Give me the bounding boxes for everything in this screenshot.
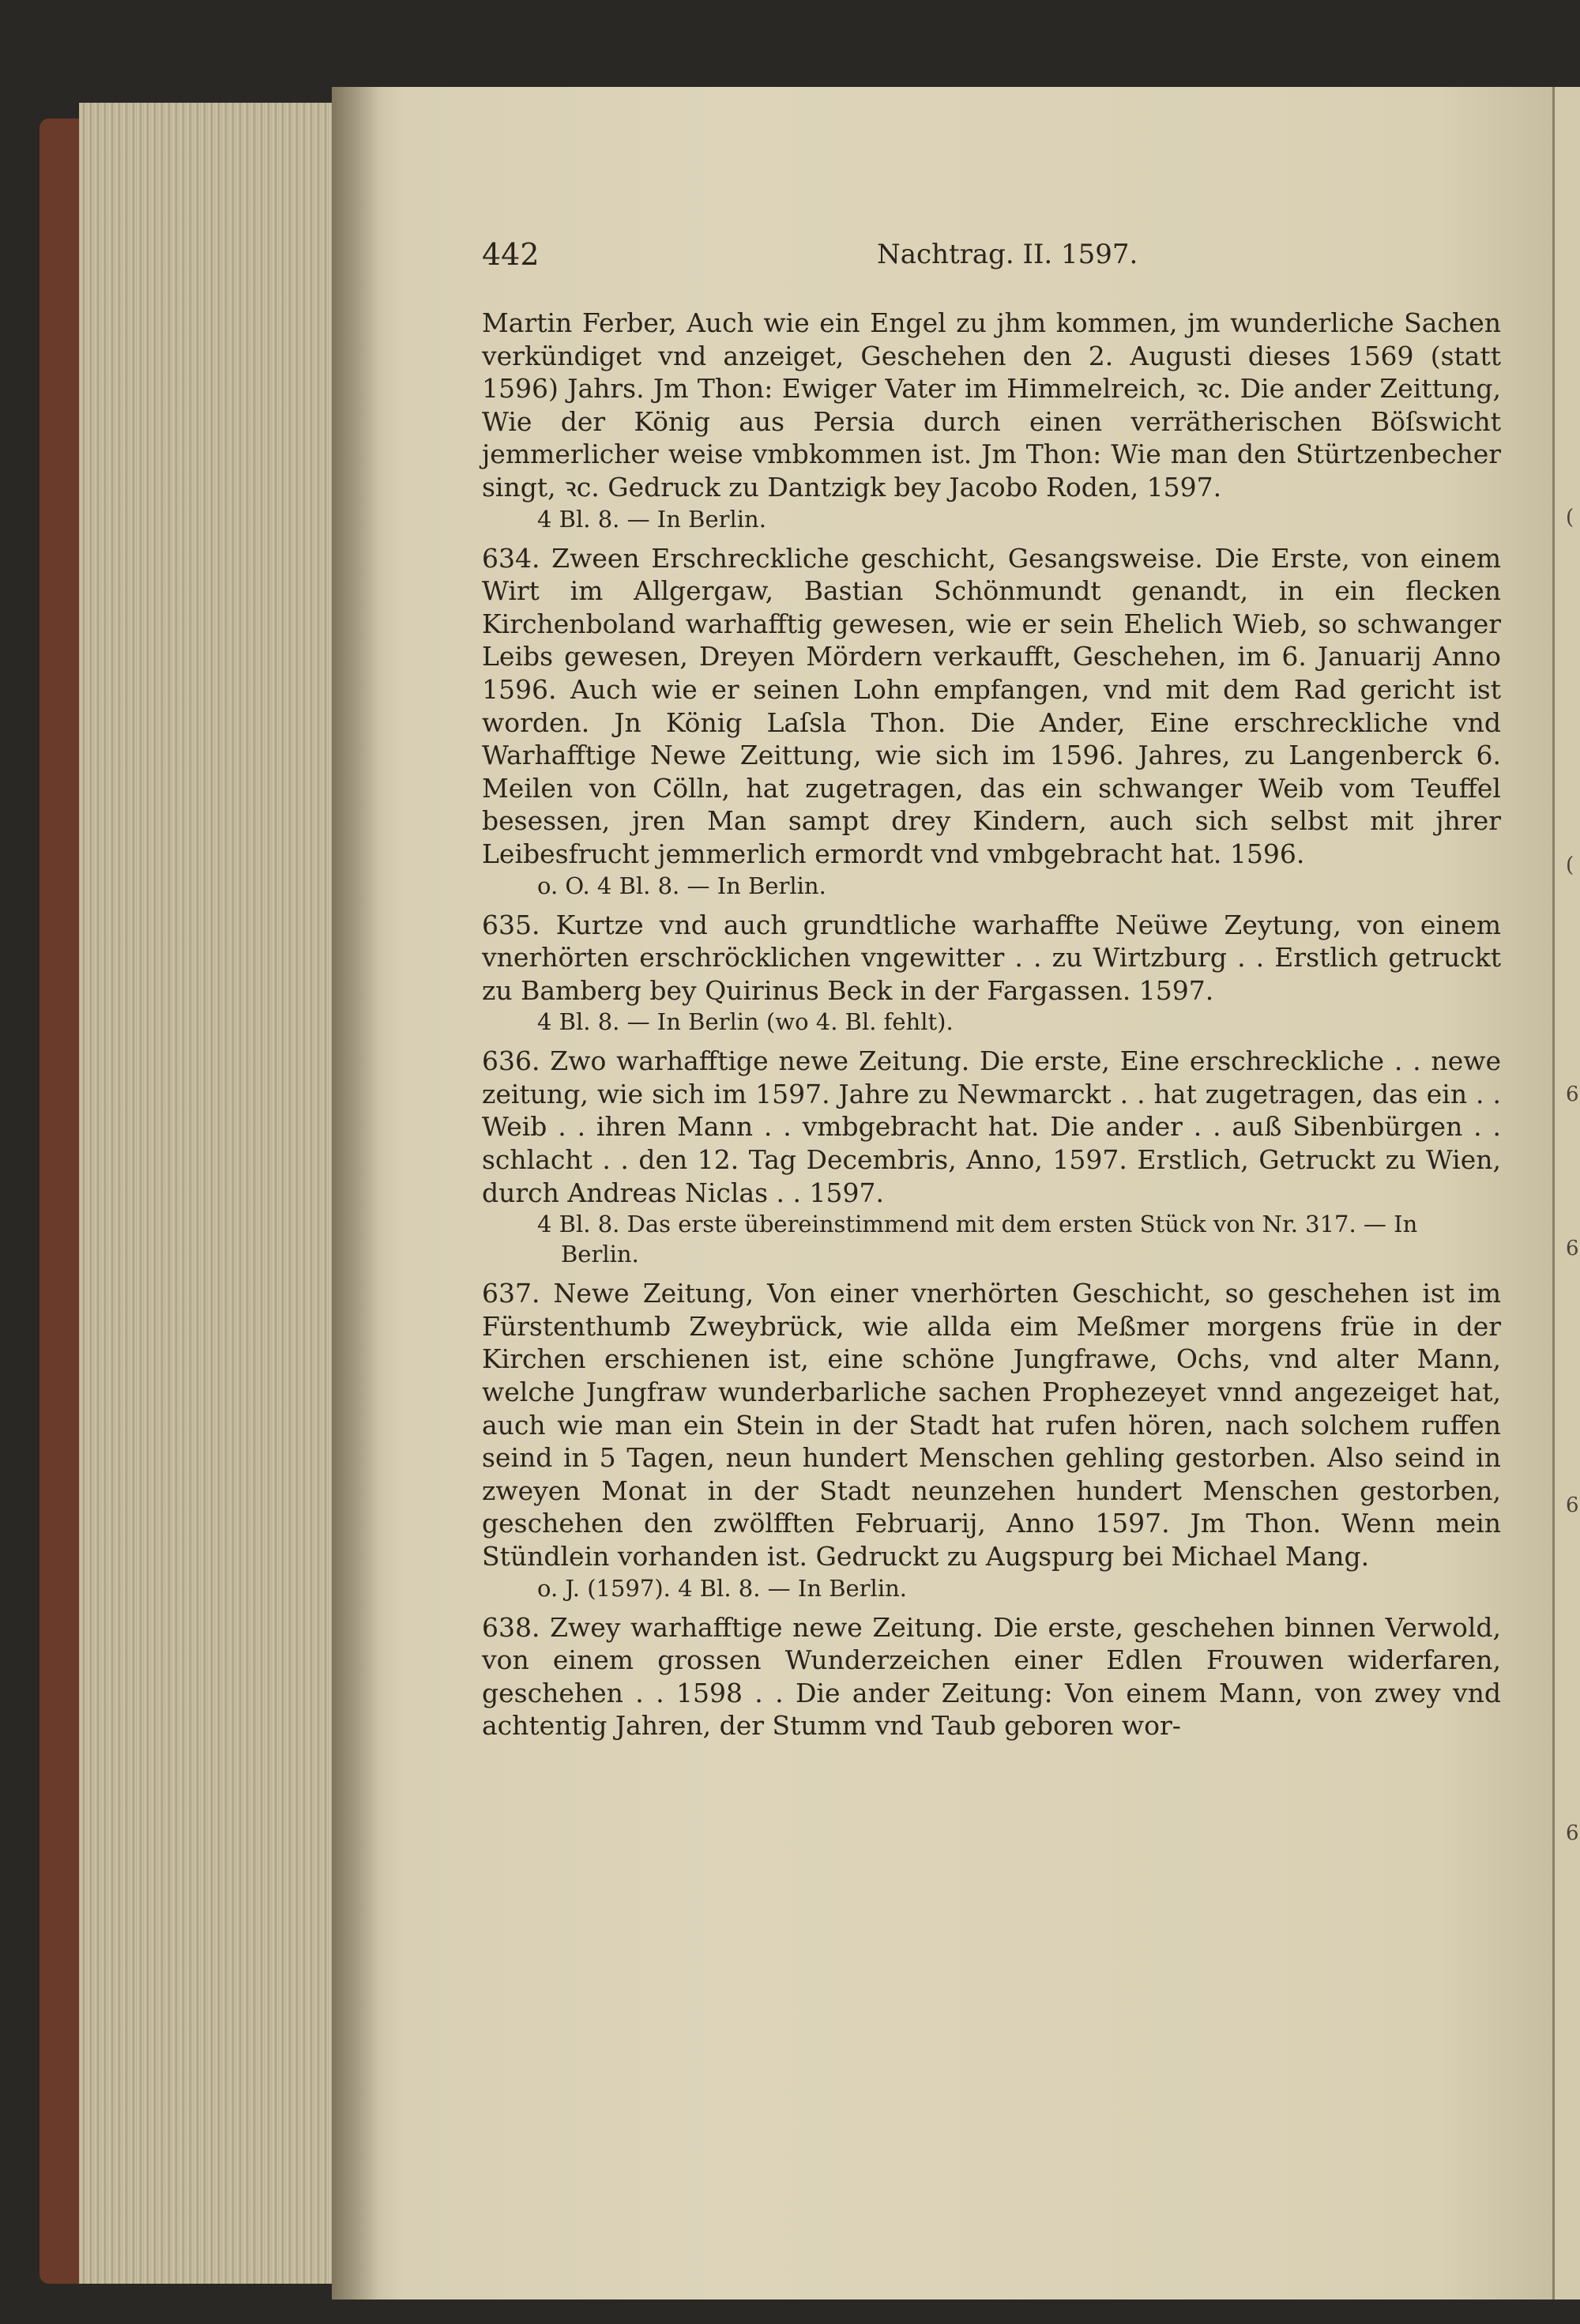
margin-mark: 6	[1566, 1493, 1579, 1517]
entry-635	[482, 909, 1501, 1038]
continuation-cite: 4 Bl. 8. — In Berlin.	[537, 505, 766, 533]
page-header	[482, 237, 1501, 284]
entry-number: 635.	[482, 909, 540, 940]
entry-number: 636.	[482, 1045, 540, 1077]
entry-cite: o. O. 4 Bl. 8. — In Berlin.	[537, 872, 826, 899]
entry-number: 638.	[482, 1611, 540, 1643]
entry-636	[482, 1045, 1501, 1269]
page-number: 442	[482, 237, 540, 272]
entry-text: Zwey warhafftige newe Zeitung. Die erste, geschehen binnen Verwold, von einem grossen Wunderzeichen einer Edlen Frouwen widerfaren, geschehen . . 1598 . . Die ander Zeitung: Von einem Mann, von zwey vnd achtentig Jahren, der Stumm vnd Taub geboren wor-	[482, 1611, 1501, 1742]
entry-637	[482, 1277, 1501, 1603]
entry-text: Zween Erschreckliche geschicht, Gesangsweise. Die Erste, von einem Wirt im Allgergaw, Bastian Schönmundt genandt, in ein flecken Kirchenboland warhafftig gewesen, wie er sein Ehelich Wieb, so schwanger Leibs gewesen, Dreyen Mördern verkaufft, Geschehen, im 6. Januarij Anno 1596. Auch wie er seinen Lohn empfangen, vnd mit dem Rad gericht ist worden. Jn König Laſsla Thon. Die Ander, Eine erschreckliche vnd Warhafftige Newe Zeittung, wie sich im 1596. Jahres, zu Langenberck 6. Meilen von Cölln, hat zugetragen, das ein schwanger Weib vom Teuffel besessen, jren Man sampt drey Kindern, auch sich selbst mit jhrer Leibesfrucht jemmerlich ermordt vnd vmbgebracht hat. 1596.	[482, 542, 1501, 869]
margin-mark: (	[1566, 506, 1574, 529]
text-column	[482, 237, 1501, 1742]
entry-cite: o. J. (1597). 4 Bl. 8. — In Berlin.	[537, 1574, 907, 1602]
entry-634	[482, 542, 1501, 901]
margin-mark: 6	[1566, 1821, 1579, 1845]
entry-cite: 4 Bl. 8. Das erste übereinstimmend mit dem ersten Stück von Nr. 317. — In Berlin.	[537, 1211, 1418, 1268]
margin-mark: (	[1566, 853, 1574, 877]
gutter-shadow	[332, 87, 379, 2300]
entry-text: Zwo warhafftige newe Zeitung. Die erste, Eine erschreckliche . . newe zeitung, wie sich im 1597. Jahre zu Newmarckt . . hat zugetragen, das ein . . Weib . . ihren Mann . . vmbgebracht hat. Die ander . . auß Sibenbürgen . . schlacht . . den 12. Tag Decembris, Anno, 1597. Erstlich, Getruckt zu Wien, durch Andreas Niclas . . 1597.	[482, 1045, 1501, 1208]
entry-638	[482, 1611, 1501, 1742]
entry-number: 634.	[482, 542, 540, 574]
entry-number: 637.	[482, 1278, 540, 1309]
running-title: Nachtrag. II. 1597.	[877, 239, 1138, 270]
facing-page-edge	[1552, 87, 1580, 2300]
continuation-text: Martin Ferber, Auch wie ein Engel zu jhm kommen, jm wunderliche Sachen verkündiget vnd anzeiget, Geschehen den 2. Augusti dieses 1569 (statt 1596) Jahrs. Jm Thon: Ewiger Vater im Himmelreich, ꝛc. Die ander Zeittung, Wie der König aus Persia durch einen verrätherischen Böſswicht jemmerlicher weise vmbkommen ist. Jm Thon: Wie man den Stürtzenbecher singt, ꝛc. Gedruck zu Dantzigk bey Jacobo Roden, 1597.	[482, 307, 1501, 503]
page-stack-edge	[79, 103, 340, 2284]
entry-text: Newe Zeitung, Von einer vnerhörten Geschicht, so geschehen ist im Fürstenthumb Zweybrück, wie allda eim Meßmer morgens früe in der Kirchen erschienen ist, eine schöne Jungfrawe, Ochs, vnd alter Mann, welche Jungfraw wunderbarliche sachen Prophezeyet vnnd angezeiget hat, auch wie man ein Stein in der Stadt hat rufen hören, nach solchem ruffen seind in 5 Tagen, neun hundert Menschen gehling gestorben. Also seind in zweyen Monat in der Stadt neunzehen hundert Menschen gestorben, geschehen den zwölfften Februarij, Anno 1597. Jm Thon. Wenn mein Stündlein vorhanden ist. Gedruckt zu Augspurg bei Michael Mang.	[482, 1278, 1501, 1572]
entry-text: Kurtze vnd auch grundtliche warhaffte Neüwe Zeytung, von einem vnerhörten erschröcklichen vngewitter . . zu Wirtzburg . . Erstlich getruckt zu Bamberg bey Quirinus Beck in der Fargassen. 1597.	[482, 909, 1501, 1006]
margin-mark: 6	[1566, 1083, 1579, 1106]
margin-mark: 6	[1566, 1237, 1579, 1260]
entry-cite: 4 Bl. 8. — In Berlin (wo 4. Bl. fehlt).	[537, 1008, 954, 1036]
